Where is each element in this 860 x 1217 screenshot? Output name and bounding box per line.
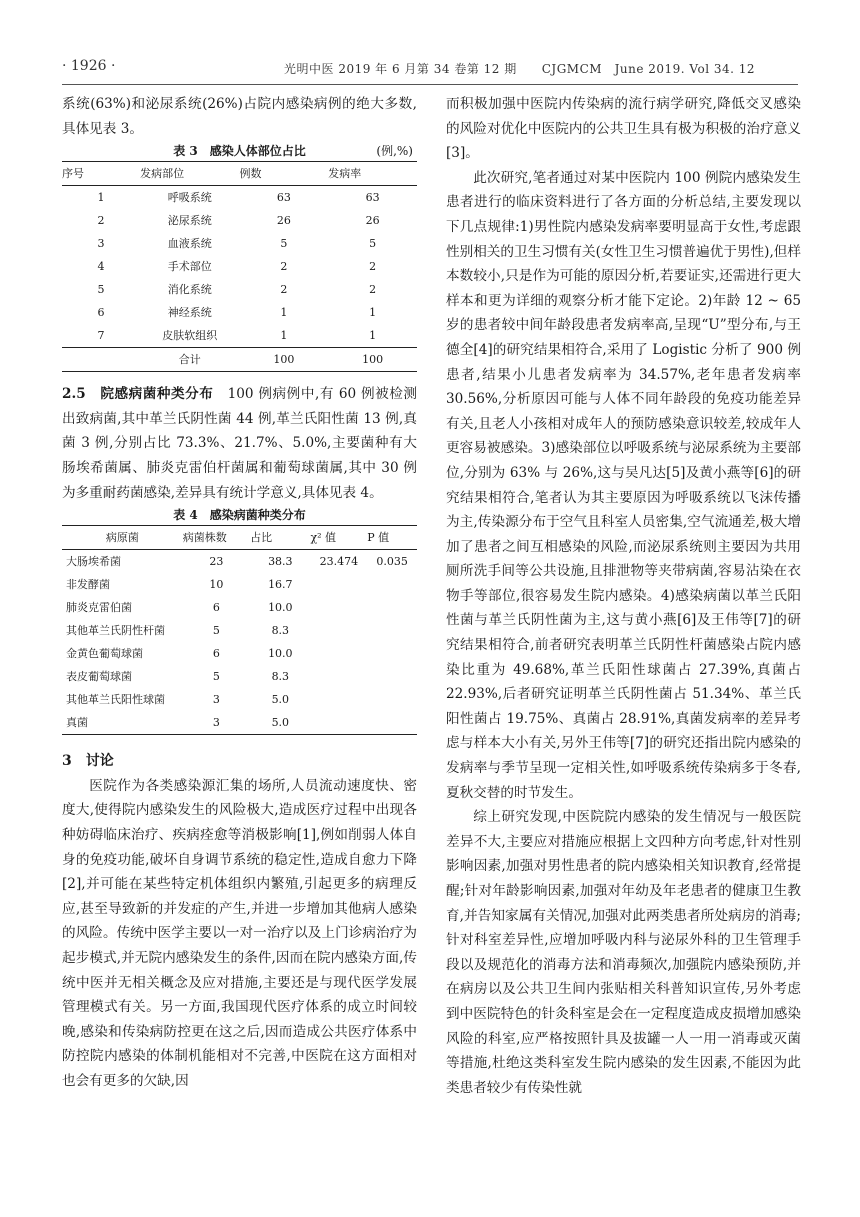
- table-cell: 100: [239, 348, 328, 372]
- section-3-heading: 3 讨论: [62, 753, 114, 770]
- table-cell: 26: [276, 214, 291, 228]
- table-row: [62, 324, 417, 348]
- table-row: [62, 232, 417, 255]
- table-row: [62, 573, 417, 596]
- table-cell: 6: [212, 647, 220, 661]
- table-row: [62, 186, 417, 210]
- table-row: [62, 596, 417, 619]
- table-cell: 5: [280, 237, 288, 251]
- table-cell: 0.035: [376, 555, 408, 569]
- table-cell: 泌尿系统: [167, 214, 212, 228]
- table-cell: 真菌: [62, 711, 183, 735]
- table-cell: [367, 711, 417, 735]
- table-cell: [367, 619, 417, 642]
- intro-paragraph: 系统(63%)和泌尿系统(26%)占院内感染病例的绝大多数,具体见表 3。: [62, 96, 417, 137]
- table-cell: [62, 348, 140, 372]
- table-cell: 63: [365, 191, 380, 205]
- table-row: [62, 642, 417, 665]
- table-cell: 2: [280, 260, 288, 274]
- section-2-5-paragraph: [62, 382, 417, 505]
- table-cell: 100: [328, 348, 417, 372]
- table-cell: 5: [212, 624, 220, 638]
- table-cell: 3: [183, 711, 250, 735]
- table-cell: [310, 619, 367, 642]
- table-cell: [310, 573, 367, 596]
- table-cell: 26: [365, 214, 380, 228]
- table-cell: [367, 573, 417, 596]
- table3-header-row: [62, 162, 417, 186]
- table-cell: 非发酵菌: [66, 578, 110, 592]
- table-cell: 皮肤软组织: [162, 329, 218, 343]
- table4-col-header: 病原菌: [62, 526, 183, 550]
- table-cell: 金黄色葡萄球菌: [66, 647, 143, 661]
- table-cell: 手术部位: [167, 260, 212, 274]
- table-cell: 4: [97, 260, 105, 274]
- header-rule: [62, 84, 798, 85]
- table-cell: 6: [212, 601, 220, 615]
- table-cell: 2: [280, 283, 288, 297]
- table-cell: 6: [97, 306, 105, 320]
- table-cell: 2: [97, 214, 105, 228]
- discussion-paragraph-2: 此次研究,笔者通过对某中医院内 100 例院内感染发生患者进行的临床资料进行了各方面的分析总结,主要发现以下几点规律:1)男性院内感染发病率要明显高于女性,考虑跟性别相关的卫生习惯有关(女性卫生习惯普遍优于男性),但样本数较小,只是作为可能的原因分析,若要证实,还需进行更大样本和更为详细的观察分析才能下定论。2)年龄 12 ~ 65 岁的患者较中间年龄段患者发病率高,呈现“U”型分布,与王德全[4]的研究结果相符合,采用了 Logistic 分析了 900 例患者,结果小儿患者发病率为 34.57%,老年患者发病率 30.56%,分析原因可能与人体不同年龄段的免疫功能差异有关,且老人小孩相对成年人的预防感染意识较差,较成年人更容易被感染。3)感染部位以呼吸系统与泌尿系统为主要部位,分别为 63% 与 26%,这与吴凡达[5]及黄小燕等[6]的研究结果相符合,笔者认为其主要原因为呼吸系统以飞沫传播为主,传染源分布于空气且科室人员密集,空气流通差,极大增加了患者之间互相感染的风险,而泌尿系统则主要因为共用厕所洗手间等公共设施,且排泄物等夹带病菌,容易沾染在衣物手等部位,很容易发生院内感染。4)感染病菌以革兰氏阳性菌与革兰氏阴性菌为主,这与黄小燕[6]及王伟等[7]的研究结果相符合,前者研究表明革兰氏阴性杆菌感染占院内感染比重为 49.68%,革兰氏阳性球菌占 27.39%,真菌占 22.93%,后者研究证明革兰氏阴性菌占 51.34%、革兰氏阳性菌占 19.75%、真菌占 28.91%,真菌发病率的差异考虑与样本大小有关,另外王伟等[7]的研究还指出院内感染的发病率与季节呈现一定相关性,如呼吸系统传染病多于冬春,夏秋交替的时节发生。: [446, 169, 801, 801]
- table-cell: 神经系统: [167, 306, 212, 320]
- table-row: [62, 688, 417, 711]
- table3-title: 表 3 感染人体部位占比: [173, 144, 306, 159]
- table-cell: 8.3: [271, 624, 290, 638]
- table4-col-header: χ² 值: [310, 526, 367, 550]
- table3-col-header: 发病率: [328, 162, 417, 186]
- table-row: [62, 301, 417, 324]
- section-2-5-heading: 2.5 院感病菌种类分布: [62, 386, 214, 403]
- table-cell: [367, 665, 417, 688]
- table-cell: 3: [97, 237, 105, 251]
- table-cell: 5.0: [250, 711, 310, 735]
- table-cell: [367, 596, 417, 619]
- table-cell: [367, 642, 417, 665]
- table-cell: 呼吸系统: [167, 191, 212, 205]
- table-cell: 5: [212, 670, 220, 684]
- discussion-paragraph-3: 综上研究发现,中医院院内感染的发生情况与一般医院差异不大,主要应对措施应根据上文四种方向考虑,针对性别影响因素,加强对男性患者的院内感染相关知识教育,经常提醒;针对年龄影响因素,加强对年幼及年老患者的健康卫生教育,并告知家属有关情况,加强对此两类患者所处病房的消毒;针对科室差异性,应增加呼吸内科与泌尿外科的卫生管理手段以及规范化的消毒方法和消毒频次,加强院内感染预防,并在病房以及公共卫生间内张贴相关科普知识宣传,另外考虑到中医院特色的针灸科室是会在一定程度造成皮损增加感染风险的科室,应严格按照针具及拔罐一人一用一消毒或灭菌等措施,杜绝这类科室发生院内感染的发生因素,不能因为此类患者较少有传染性就: [446, 809, 801, 1096]
- table-cell: 2: [369, 260, 377, 274]
- table-cell: 10.0: [268, 647, 293, 661]
- table-row: [62, 255, 417, 278]
- table4-col-header: 病菌株数: [183, 526, 250, 550]
- table3-col-header: 发病部位: [140, 162, 239, 186]
- table-cell: 1: [369, 329, 377, 343]
- table-cell: 16.7: [268, 578, 293, 592]
- table3-total-row: [62, 348, 417, 372]
- table-cell: 5: [97, 283, 105, 297]
- table-cell: 血液系统: [167, 237, 212, 251]
- journal-running-head: 光明中医 2019 年 6 月第 34 卷第 12 期 CJGMCM June 2019. Vol 34. 12: [284, 62, 756, 76]
- table-cell: 23.474: [319, 555, 359, 569]
- table-cell: 1: [280, 329, 288, 343]
- table4-title: 表 4 感染病菌种类分布: [173, 508, 306, 523]
- table-cell: 合计: [140, 348, 239, 372]
- table-cell: 7: [97, 329, 105, 343]
- table-row: [62, 278, 417, 301]
- table-cell: 10.0: [268, 601, 293, 615]
- table4-col-header: P 值: [367, 526, 417, 550]
- table4-caption: [62, 505, 417, 525]
- table4-col-header: 占比: [250, 526, 310, 550]
- table-cell: 10: [209, 578, 224, 592]
- table-cell: 1: [369, 306, 377, 320]
- table-row: [62, 619, 417, 642]
- page-number: · 1926 ·: [62, 58, 116, 74]
- table-cell: [367, 688, 417, 711]
- table-row: [62, 209, 417, 232]
- table-cell: 2: [369, 283, 377, 297]
- table4-header-row: [62, 526, 417, 550]
- table-row: [62, 665, 417, 688]
- table3-col-header: 序号: [62, 162, 140, 186]
- table-cell: [310, 665, 367, 688]
- table-cell: 其他革兰氏阳性球菌: [66, 693, 165, 707]
- table-cell: [310, 642, 367, 665]
- table3-caption: [62, 141, 417, 161]
- table3-col-header: 例数: [239, 162, 328, 186]
- table-row: [62, 550, 417, 574]
- table-cell: 23: [209, 555, 224, 569]
- table-cell: 5.0: [271, 693, 290, 707]
- table4: [62, 525, 417, 735]
- table-cell: 表皮葡萄球菌: [66, 670, 132, 684]
- table3: [62, 161, 417, 372]
- table-cell: 38.3: [268, 555, 293, 569]
- left-column: [62, 92, 417, 1093]
- table-cell: 1: [97, 191, 105, 205]
- table-cell: 大肠埃希菌: [66, 555, 121, 569]
- table-cell: 3: [212, 693, 220, 707]
- discussion-paragraph-1: 医院作为各类感染源汇集的场所,人员流动速度快、密度大,使得院内感染发生的风险极大,造成医疗过程中出现各种妨碍临床治疗、疾病痊愈等消极影响[1],例如削弱人体自身的免疫功能,破坏自身调节系统的稳定性,造成自愈力下降[2],并可能在某些特定机体组织内繁殖,引起更多的病理反应,甚至导致新的并发症的产生,并进一步增加其他病人感染的风险。传统中医学主要以一对一治疗以及上门诊病治疗为起步模式,并无院内感染发生的条件,因而在院内感染方面,传统中医并无相关概念及应对措施,主要还是与现代医学发展管理模式有关。另一方面,我国现代医疗体系的成立时间较晚,感染和传染病防控更在这之后,因而造成公共医疗体系中防控院内感染的体制机能相对不完善,中医院在这方面相对也会有更多的欠缺,因: [62, 777, 417, 1089]
- table-cell: [310, 596, 367, 619]
- table-cell: [310, 711, 367, 735]
- table-cell: 63: [276, 191, 291, 205]
- section-2-5-text: 100 例病例中,有 60 例被检测出致病菌,其中革兰氏阴性菌 44 例,革兰氏阳性菌 13 例,真菌 3 例,分别占比 73.3%、21.7%、5.0%,主要菌种有大肠埃希菌属、肺炎克雷伯杆菌属和葡萄球菌属,其中 30 例为多重耐药菌感染,差异具有统计学意义,具体见表 4。: [62, 386, 418, 501]
- table-cell: 肺炎克雷伯菌: [66, 601, 132, 615]
- page-header: [62, 58, 798, 80]
- table-row: [62, 711, 417, 735]
- discussion-continued: 而积极加强中医院内传染病的流行病学研究,降低交叉感染的风险对优化中医院内的公共卫生具有极为积极的治疗意义[3]。: [446, 96, 801, 162]
- table-cell: 8.3: [271, 670, 290, 684]
- table-cell: 1: [280, 306, 288, 320]
- table-cell: 消化系统: [167, 283, 212, 297]
- table-cell: 5: [369, 237, 377, 251]
- table-cell: [310, 688, 367, 711]
- table3-unit: (例,%): [376, 144, 413, 159]
- table-cell: 其他革兰氏阴性杆菌: [66, 624, 165, 638]
- right-column: [446, 92, 801, 1100]
